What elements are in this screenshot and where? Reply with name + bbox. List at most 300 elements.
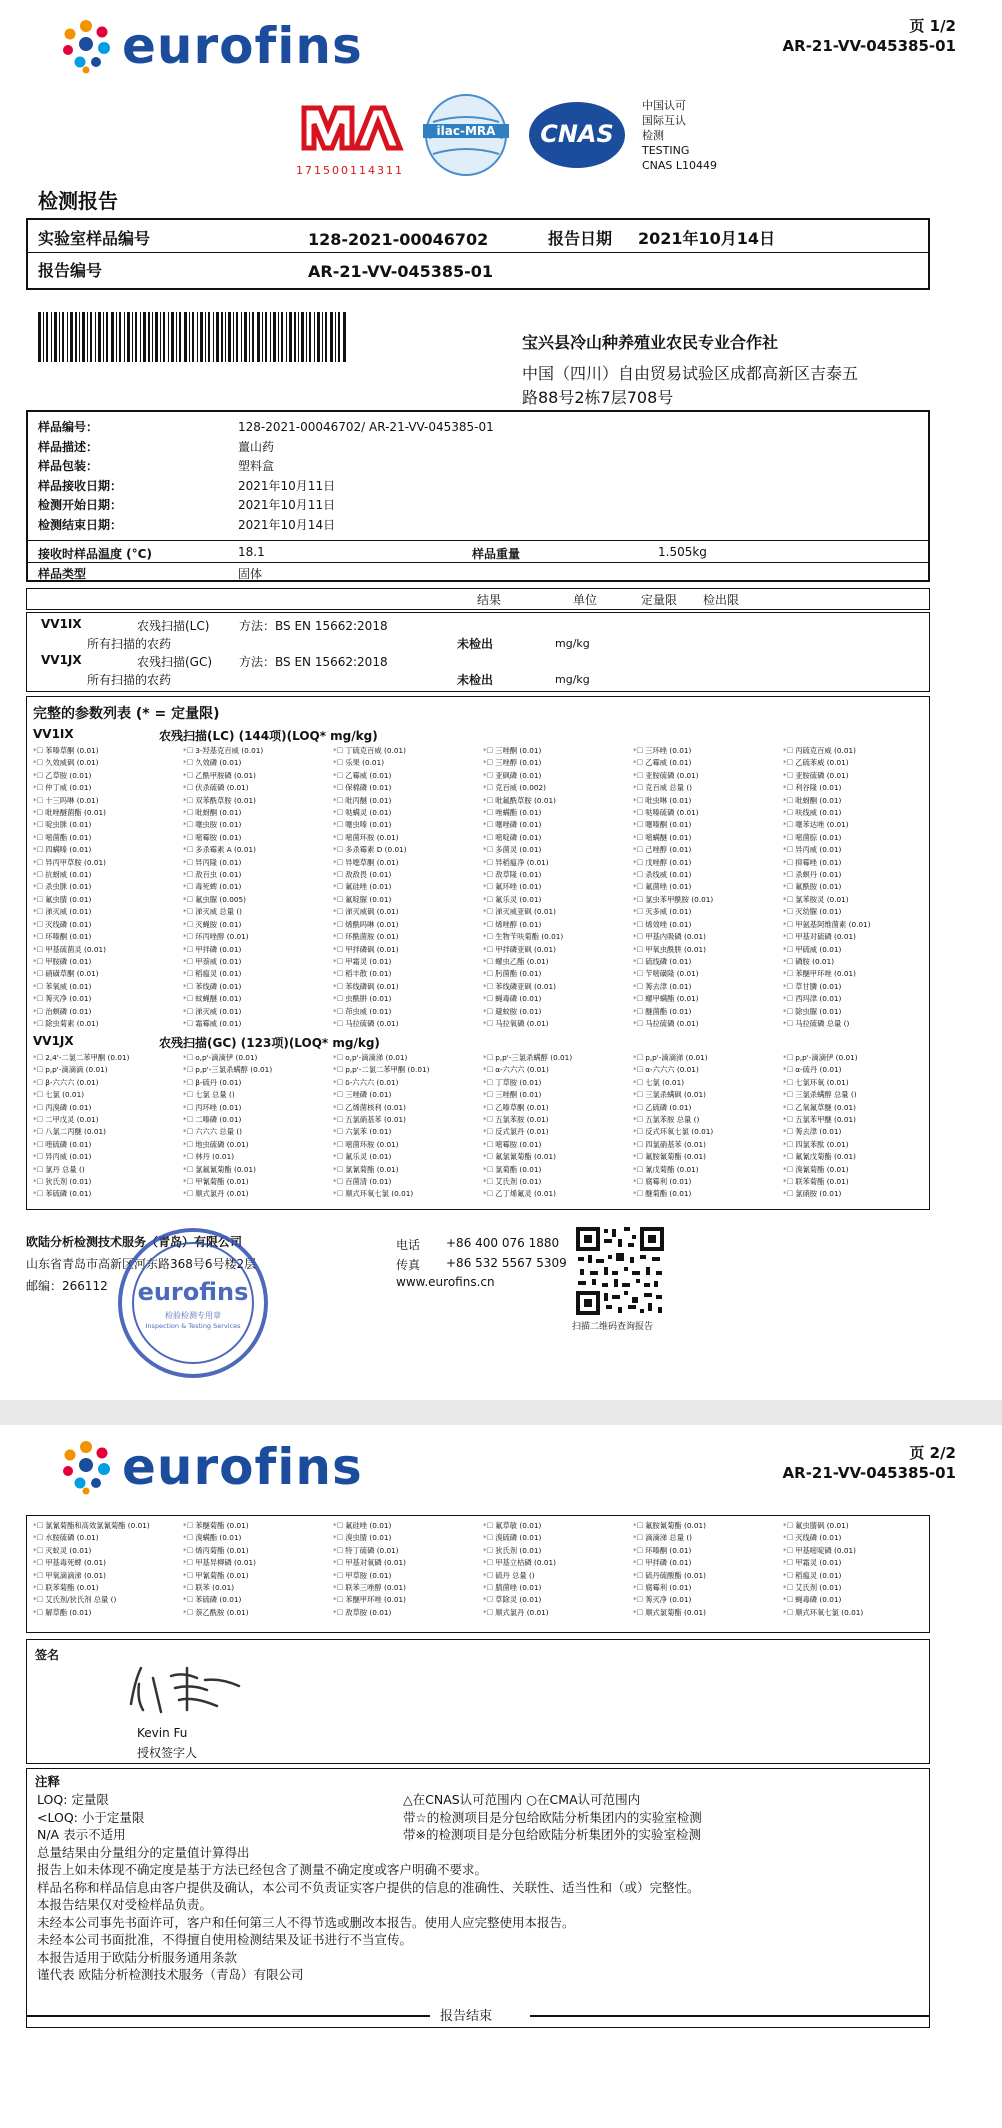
- parameter-item: [483, 1582, 633, 1594]
- parameter-item: [633, 1607, 783, 1619]
- parameter-item: [183, 1018, 333, 1030]
- report-code: AR-21-VV-045385-01: [782, 37, 956, 55]
- eurofins-logo: [58, 1439, 363, 1495]
- barcode-icon: [38, 312, 348, 362]
- parameter-name: 噻唑磷 (0.01): [495, 820, 542, 830]
- parameter-name: 二嗪磷 (0.01): [195, 1115, 242, 1125]
- scope-tag: *☐: [183, 795, 194, 805]
- parameter-name: 五氯苯胺 总量 (): [645, 1115, 700, 1125]
- parameter-name: 嘧菌环胺 (0.01): [345, 832, 399, 842]
- scope-tag: *☐: [783, 1139, 794, 1149]
- scope-tag: *☐: [633, 969, 644, 979]
- scope-tag: *☐: [483, 770, 494, 780]
- parameter-item: [333, 1532, 483, 1544]
- parameter-item: [783, 1018, 933, 1030]
- parameter-item: [633, 844, 783, 856]
- parameter-name: 狄氏剂 (0.01): [45, 1177, 92, 1187]
- parameter-item: [633, 757, 783, 769]
- scope-tag: *☐: [183, 1545, 194, 1555]
- parameter-item: [183, 981, 333, 993]
- parameter-name: 四氯苯酞 (0.01): [795, 1139, 849, 1149]
- scope-tag: *☐: [483, 882, 494, 892]
- parameter-name: 艾氏剂 (0.01): [795, 1583, 842, 1593]
- parameter-name: 异丙威 (0.01): [795, 845, 842, 855]
- parameter-name: 蝇毒磷 (0.01): [495, 994, 542, 1004]
- parameter-item: [633, 1188, 783, 1200]
- scope-tag: *☐: [333, 758, 344, 768]
- parameter-item: [183, 1151, 333, 1163]
- parameter-name: 异噁草酮 (0.01): [345, 857, 399, 867]
- method-name: 农残扫描(LC): [137, 619, 210, 633]
- signatory-name: Kevin Fu: [137, 1726, 188, 1740]
- parameter-item: [183, 1582, 333, 1594]
- scope-tag: *☐: [633, 1102, 644, 1112]
- scope-tag: *☐: [333, 1115, 344, 1125]
- parameter-name: 仲丁威 (0.01): [45, 783, 92, 793]
- sample-field-label: 样品编号：: [38, 420, 99, 434]
- parameter-item: [33, 1520, 183, 1532]
- scope-tag: *☐: [183, 746, 194, 755]
- note-line: 本报告结果仅对受检样品负责。: [37, 1897, 213, 1912]
- parameter-name: 烯唑醇 (0.01): [495, 919, 542, 929]
- scope-tag: *☐: [33, 820, 44, 830]
- cnas-line: 国际互认: [642, 114, 686, 127]
- parameter-item: [183, 819, 333, 831]
- parameter-name: 灭线磷 (0.01): [45, 919, 92, 929]
- parameter-name: 噻虫嗪 (0.01): [345, 820, 392, 830]
- scope-tag: *☐: [333, 845, 344, 855]
- parameter-name: 莠去津 (0.01): [795, 1127, 842, 1137]
- parameter-item: [183, 1607, 333, 1619]
- parameter-item: [183, 832, 333, 844]
- scope-tag: *☐: [33, 770, 44, 780]
- parameter-item: [783, 981, 933, 993]
- scope-tag: *☐: [633, 857, 644, 867]
- scope-tag: *☐: [483, 1127, 494, 1137]
- parameter-name: 吡氟酰草胺 (0.01): [495, 795, 556, 805]
- parameter-name: 甲拌磷 (0.01): [195, 944, 242, 954]
- scope-tag: *☐: [783, 956, 794, 966]
- scope-tag: *☐: [483, 820, 494, 830]
- parameter-item: [183, 770, 333, 782]
- signature-box: [26, 1639, 930, 1764]
- parameter-name: 顺式氯丹 (0.01): [495, 1607, 549, 1617]
- lab-name: 欧陆分析检测技术服务（青岛）有限公司: [26, 1235, 243, 1249]
- parameter-item: [183, 919, 333, 931]
- parameter-item: [783, 968, 933, 980]
- scope-tag: *☐: [333, 1018, 344, 1028]
- parameter-name: 多菌灵 (0.01): [495, 845, 542, 855]
- parameter-name: 硫线磷 (0.01): [645, 956, 692, 966]
- scope-tag: *☐: [183, 758, 194, 768]
- parameter-item: [183, 1545, 333, 1557]
- parameter-name: 久效磷 (0.01): [195, 758, 242, 768]
- parameter-item: [333, 745, 483, 757]
- scope-tag: *☐: [333, 820, 344, 830]
- parameter-name: 氟乐灵 (0.01): [345, 1152, 392, 1162]
- parameter-name: 溴硫磷 (0.01): [495, 1533, 542, 1543]
- parameter-item: [783, 745, 933, 757]
- parameter-item: [783, 770, 933, 782]
- scope-tag: *☐: [183, 1018, 194, 1028]
- parameter-name: 七氯环氧 (0.01): [795, 1077, 849, 1087]
- parameter-item: [783, 1557, 933, 1569]
- parameter-name: 环酰菌胺 (0.01): [345, 932, 399, 942]
- page-number: 页 2/2: [909, 1444, 956, 1462]
- notes-box: [26, 1768, 930, 2028]
- parameter-item: [333, 1064, 483, 1076]
- parameter-item: [483, 1557, 633, 1569]
- scope-tag: *☐: [333, 1189, 344, 1199]
- parameter-item: [783, 1052, 933, 1064]
- parameter-item: [483, 881, 633, 893]
- parameter-item: [633, 981, 783, 993]
- scope-tag: *☐: [333, 1545, 344, 1555]
- scope-tag: *☐: [783, 857, 794, 867]
- qr-code-icon[interactable]: [574, 1225, 666, 1317]
- parameter-item: [783, 1102, 933, 1114]
- parameter-name: 异丙隆 (0.01): [195, 857, 242, 867]
- gc-parameter-grid-continued: [33, 1520, 933, 1619]
- parameter-item: [483, 1151, 633, 1163]
- scope-tag: *☐: [333, 1152, 344, 1162]
- parameter-name: 甲拌磷砜 (0.01): [345, 944, 399, 954]
- parameter-item: [33, 919, 183, 931]
- sample-field-value: 128-2021-00046702/ AR-21-VV-045385-01: [238, 420, 494, 434]
- parameter-item: [483, 869, 633, 881]
- scope-tag: *☐: [483, 1115, 494, 1125]
- parameter-item: [183, 956, 333, 968]
- parameter-name: 嘧螨醚 (0.01): [645, 832, 692, 842]
- parameter-name: p,p'-二氯二苯甲酮 (0.01): [345, 1065, 430, 1075]
- parameter-name: 苯氧威 (0.01): [45, 981, 92, 991]
- scope-tag: *☐: [33, 1595, 44, 1605]
- scope-tag: *☐: [783, 820, 794, 830]
- parameter-name: 腈菌唑 (0.01): [495, 1583, 542, 1593]
- parameter-name: 吡唑醚菌酯 (0.01): [45, 808, 106, 818]
- scope-tag: *☐: [483, 981, 494, 991]
- parameter-name: 氯苯胺灵 (0.01): [795, 894, 849, 904]
- scope-tag: *☐: [33, 981, 44, 991]
- scope-tag: *☐: [483, 1583, 494, 1593]
- parameter-name: 甲霜灵 (0.01): [795, 1558, 842, 1568]
- parameter-name: 氟虫腈砜 (0.01): [795, 1521, 849, 1530]
- parameter-name: 莠灭净 (0.01): [645, 1595, 692, 1605]
- page-header-right: [783, 16, 956, 56]
- note-line: <LOQ: 小于定量限: [37, 1809, 145, 1825]
- parameter-item: [783, 1077, 933, 1089]
- parameter-item: [633, 1077, 783, 1089]
- scope-tag: *☐: [333, 1164, 344, 1174]
- parameter-item: [333, 1077, 483, 1089]
- handwritten-signature-icon: [121, 1660, 251, 1716]
- parameter-name: 亚砜磷 (0.01): [495, 770, 542, 780]
- parameter-name: α-六六六 (0.01): [495, 1065, 549, 1075]
- parameter-name: 甲氧虫酰肼 (0.01): [645, 944, 706, 954]
- parameter-item: [333, 1102, 483, 1114]
- lab-postcode: 邮编：266112: [26, 1279, 108, 1293]
- parameter-item: [783, 1607, 933, 1619]
- parameter-item: [33, 857, 183, 869]
- scope-tag: *☐: [183, 808, 194, 818]
- scope-tag: *☐: [633, 1533, 644, 1543]
- parameter-item: [633, 1176, 783, 1188]
- scope-tag: *☐: [183, 907, 194, 917]
- scope-tag: *☐: [633, 1065, 644, 1075]
- parameter-name: p,p'-三氯杀螨醇 (0.01): [195, 1065, 273, 1075]
- parameter-name: 氟啶脲 (0.01): [345, 894, 392, 904]
- scope-tag: *☐: [783, 1006, 794, 1016]
- scope-tag: *☐: [183, 932, 194, 942]
- parameter-item: [33, 1018, 183, 1030]
- parameter-item: [783, 906, 933, 918]
- sample-info-box: [26, 410, 930, 582]
- scope-tag: *☐: [183, 770, 194, 780]
- parameter-item: [33, 1139, 183, 1151]
- scope-tag: *☐: [783, 870, 794, 880]
- parameter-name: p,p'-滴滴伊 (0.01): [795, 1053, 858, 1062]
- parameter-name: 克百威 总量 (): [645, 783, 693, 793]
- eurofins-logo: [58, 18, 363, 74]
- parameter-item: [783, 819, 933, 831]
- parameter-item: [783, 1164, 933, 1176]
- parameter-name: 三唑醇 (0.01): [495, 758, 542, 768]
- scope-tag: *☐: [633, 1164, 644, 1174]
- parameter-item: [33, 906, 183, 918]
- parameter-item: [633, 1114, 783, 1126]
- scope-tag: *☐: [483, 1558, 494, 1568]
- parameter-name: 乙烯菌核利 (0.01): [345, 1102, 406, 1112]
- sample-values: [238, 418, 494, 535]
- parameter-name: 己唑醇 (0.01): [645, 845, 692, 855]
- parameter-item: [333, 1582, 483, 1594]
- official-seal: [118, 1228, 268, 1378]
- parameter-name: 反式氯丹 (0.01): [495, 1127, 549, 1137]
- parameter-item: [333, 1151, 483, 1163]
- parameter-item: [33, 770, 183, 782]
- parameter-item: [633, 1557, 783, 1569]
- parameter-name: 乙酰甲胺磷 (0.01): [195, 770, 256, 780]
- report-date-value: 2021年10月14日: [638, 229, 776, 248]
- ilac-text: ilac-MRA: [423, 124, 509, 138]
- parameter-name: 环丙唑醇 (0.01): [195, 932, 249, 942]
- scope-tag: *☐: [633, 770, 644, 780]
- parameter-item: [633, 968, 783, 980]
- parameter-item: [333, 1006, 483, 1018]
- scope-tag: *☐: [33, 1521, 44, 1530]
- scope-tag: *☐: [783, 1607, 794, 1617]
- report-no-value: AR-21-VV-045385-01: [308, 262, 494, 281]
- scope-tag: *☐: [333, 994, 344, 1004]
- scope-tag: *☐: [633, 783, 644, 793]
- parameter-name: 丙环唑 (0.01): [195, 1102, 242, 1112]
- parameter-item: [183, 1064, 333, 1076]
- parameter-name: 甲拌磷 (0.01): [645, 1558, 692, 1568]
- scope-tag: *☐: [33, 1006, 44, 1016]
- scope-tag: *☐: [333, 1006, 344, 1016]
- scope-tag: *☐: [483, 1164, 494, 1174]
- qr-caption: 扫描二维码查询报告: [572, 1322, 654, 1332]
- scope-tag: *☐: [333, 1570, 344, 1580]
- scope-tag: *☐: [183, 845, 194, 855]
- scope-tag: *☐: [183, 944, 194, 954]
- temp-value: 18.1: [238, 545, 265, 559]
- scope-tag: *☐: [33, 857, 44, 867]
- parameter-item: [33, 944, 183, 956]
- parameter-name: 异丙甲草胺 (0.01): [45, 857, 106, 867]
- scope-tag: *☐: [783, 770, 794, 780]
- parameter-name: o,p'-滴滴涕 (0.01): [345, 1053, 408, 1062]
- parameter-name: 稻瘟灵 (0.01): [195, 969, 242, 979]
- parameter-name: 除虫菊素 (0.01): [45, 1018, 99, 1028]
- parameter-name: 多杀霉素 D (0.01): [345, 845, 407, 855]
- parameter-name: 氟乐灵 (0.01): [495, 894, 542, 904]
- scope-tag: *☐: [333, 1127, 344, 1137]
- parameter-name: 甲基硫菌灵 (0.01): [45, 944, 106, 954]
- note-line: 带☆的检测项目是分包给欧陆分析集团内的实验室检测: [403, 1809, 702, 1825]
- parameter-name: 水胺硫磷 (0.01): [45, 1533, 99, 1543]
- results-col-header: 单位: [573, 593, 598, 607]
- parameter-item: [333, 1545, 483, 1557]
- scope-tag: *☐: [483, 746, 494, 755]
- parameter-item: [33, 832, 183, 844]
- page-header-right: [783, 1443, 956, 1483]
- parameter-item: [783, 1089, 933, 1101]
- phone-label: 电话: [396, 1238, 421, 1252]
- parameter-name: 蚊蝇醚 (0.01): [195, 994, 242, 1004]
- parameter-item: [333, 1557, 483, 1569]
- parameter-name: 乐果 (0.01): [345, 758, 385, 768]
- scope-tag: *☐: [183, 1189, 194, 1199]
- parameter-item: [183, 894, 333, 906]
- parameter-item: [783, 795, 933, 807]
- cnas-line: CNAS L10449: [642, 159, 718, 172]
- scope-tag: *☐: [783, 907, 794, 917]
- parameter-item: [33, 1151, 183, 1163]
- scope-tag: *☐: [633, 1139, 644, 1149]
- scope-tag: *☐: [783, 758, 794, 768]
- cma-logo-icon: [296, 98, 406, 158]
- scope-tag: *☐: [183, 870, 194, 880]
- parameter-item: [483, 782, 633, 794]
- notes-body: [37, 1861, 700, 1984]
- parameter-name: 乙丁烯氟灵 (0.01): [495, 1189, 556, 1199]
- parameter-item: [783, 832, 933, 844]
- parameter-item: [33, 1557, 183, 1569]
- scope-tag: *☐: [33, 1152, 44, 1162]
- parameter-name: 氯丹 总量 (): [45, 1164, 85, 1174]
- parameter-name: 氟虫脲 (0.005): [195, 894, 246, 904]
- sample-field-label: 样品描述：: [38, 439, 99, 454]
- scope-tag: *☐: [483, 870, 494, 880]
- scope-tag: *☐: [183, 1139, 194, 1149]
- parameter-name: 乙氧氟草醚 (0.01): [795, 1102, 856, 1112]
- parameter-item: [33, 1176, 183, 1188]
- scope-tag: *☐: [183, 981, 194, 991]
- parameter-item: [483, 906, 633, 918]
- parameter-name: 乙草胺 (0.01): [45, 770, 92, 780]
- scope-tag: *☐: [333, 857, 344, 867]
- seal-subtitle-en: Inspection & Testing Services: [145, 1322, 241, 1330]
- scope-tag: *☐: [183, 783, 194, 793]
- scope-tag: *☐: [183, 919, 194, 929]
- scope-tag: *☐: [633, 919, 644, 929]
- seal-subtitle: 检验检测专用章: [165, 1311, 221, 1320]
- sample-field-label: 检测开始日期：: [38, 498, 123, 512]
- note-line: 总量结果由分量组分的定量值计算得出: [37, 1844, 250, 1860]
- parameter-item: [183, 1102, 333, 1114]
- parameter-name: 涕灭威 总量 (): [195, 907, 243, 917]
- scope-tag: *☐: [633, 1053, 644, 1062]
- parameter-name: 艾氏剂 (0.01): [495, 1177, 542, 1187]
- website-link[interactable]: www.eurofins.cn: [396, 1275, 495, 1289]
- parameter-name: 甲基对硫磷 (0.01): [795, 932, 856, 942]
- scope-tag: *☐: [333, 832, 344, 842]
- parameter-name: 乙霉威 (0.01): [345, 770, 392, 780]
- scope-tag: *☐: [633, 832, 644, 842]
- parameter-name: 灭蝇胺 (0.01): [195, 919, 242, 929]
- scope-tag: *☐: [33, 1189, 44, 1199]
- sample-field-value: 2021年10月11日: [238, 478, 336, 493]
- scope-tag: *☐: [483, 907, 494, 917]
- parameter-item: [333, 919, 483, 931]
- parameter-name: 甲基内吸磷 (0.01): [645, 932, 706, 942]
- gc-title: 农残扫描(GC) (123项)(LOQ* mg/kg): [159, 1036, 380, 1050]
- parameter-name: 灭蚁灵 (0.01): [45, 1545, 92, 1555]
- parameter-item: [483, 1594, 633, 1606]
- parameter-name: 五氯硝基苯 (0.01): [345, 1115, 406, 1125]
- parameter-name: 稻瘟灵 (0.01): [795, 1570, 842, 1580]
- parameter-name: 甲基异柳磷 (0.01): [195, 1558, 256, 1568]
- scope-tag: *☐: [33, 746, 44, 755]
- parameter-name: 乙嗪草酮 (0.01): [495, 1102, 549, 1112]
- parameter-item: [333, 1139, 483, 1151]
- scope-tag: *☐: [783, 1164, 794, 1174]
- parameter-name: 甲拌磷亚砜 (0.01): [495, 944, 556, 954]
- scope-tag: *☐: [483, 832, 494, 842]
- scope-tag: *☐: [783, 832, 794, 842]
- parameter-name: 马拉硫磷 (0.01): [345, 1018, 399, 1028]
- parameter-item: [783, 1151, 933, 1163]
- parameter-item: [783, 1139, 933, 1151]
- scope-tag: *☐: [183, 1127, 194, 1137]
- scope-tag: *☐: [33, 1065, 44, 1075]
- results-col-header: 检出限: [703, 593, 740, 607]
- parameter-name: 顺式环氧七氯 (0.01): [345, 1189, 414, 1199]
- page-number: 页 1/2: [909, 17, 956, 35]
- parameter-item: [183, 869, 333, 881]
- scope-tag: *☐: [33, 832, 44, 842]
- parameter-item: [633, 832, 783, 844]
- eurofins-dots-icon: [58, 1439, 114, 1495]
- scope-tag: *☐: [783, 1053, 794, 1062]
- result-item: 所有扫描的农药: [87, 637, 172, 651]
- parameter-name: 喹硫磷 (0.01): [45, 1139, 92, 1149]
- parameter-item: [183, 1114, 333, 1126]
- parameter-item: [33, 1114, 183, 1126]
- scope-tag: *☐: [183, 1164, 194, 1174]
- parameter-item: [333, 1188, 483, 1200]
- scope-tag: *☐: [483, 1595, 494, 1605]
- parameter-name: 肟菌酯 (0.01): [495, 969, 542, 979]
- parameter-name: 腐霉利 (0.01): [645, 1583, 692, 1593]
- parameter-name: 甲草胺 (0.01): [345, 1570, 392, 1580]
- method-name: 农残扫描(GC): [137, 655, 213, 669]
- lab-sample-value: 128-2021-00046702: [308, 230, 489, 249]
- scope-tag: *☐: [33, 783, 44, 793]
- scope-tag: *☐: [333, 808, 344, 818]
- scope-tag: *☐: [333, 1607, 344, 1617]
